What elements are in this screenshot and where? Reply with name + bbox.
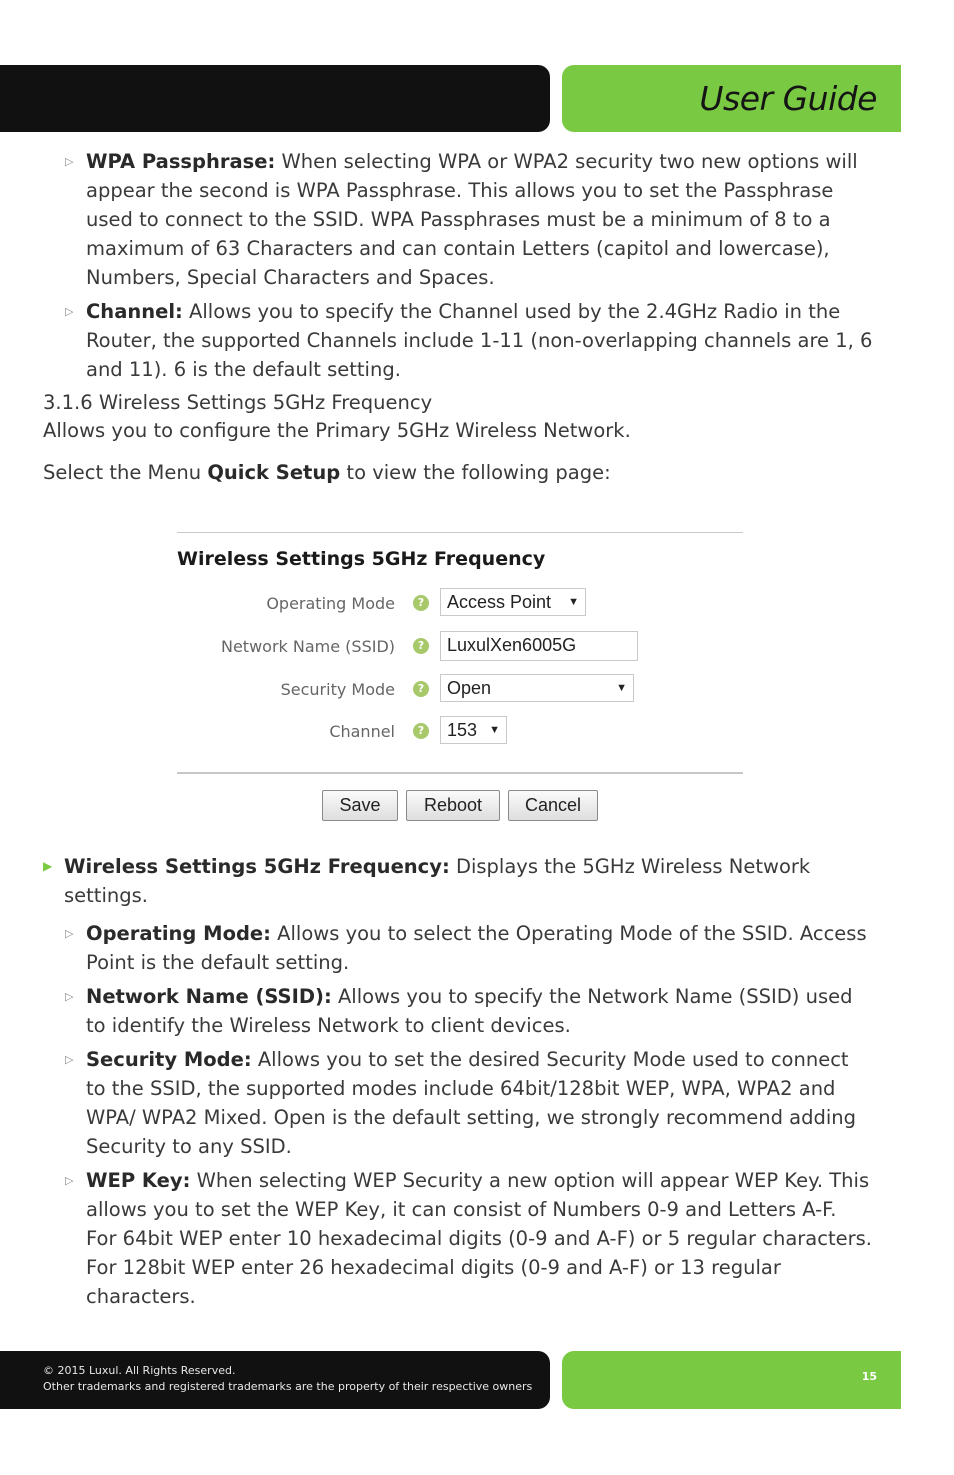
channel-label: Channel xyxy=(329,722,395,741)
document-body-lower xyxy=(43,852,873,1316)
header-bar-right xyxy=(562,65,901,132)
footer-bar-right xyxy=(562,1351,901,1409)
help-icon[interactable]: ? xyxy=(413,723,429,739)
bullet-term: Network Name (SSID): xyxy=(86,985,332,1008)
list-item xyxy=(43,147,873,292)
bullet-term: Operating Mode: xyxy=(86,922,271,945)
list-item xyxy=(43,919,873,977)
triangle-outline-icon: ▷ xyxy=(65,305,74,318)
divider xyxy=(177,772,743,774)
help-icon[interactable]: ? xyxy=(413,638,429,654)
bullet-term: WPA Passphrase: xyxy=(86,150,276,173)
page-title: User Guide xyxy=(699,79,877,118)
form-heading: Wireless Settings 5GHz Frequency xyxy=(177,548,546,570)
header-bar-left xyxy=(0,65,550,132)
bullet-term: Wireless Settings 5GHz Frequency: xyxy=(64,855,450,878)
triangle-outline-icon: ▷ xyxy=(65,927,74,940)
triangle-outline-icon: ▷ xyxy=(65,990,74,1003)
list-item xyxy=(43,1166,873,1311)
bullet-text: When selecting WPA or WPA2 security two new options will appear the second is WPA Passphrase. This allows you to set the Passphrase used to connect to the SSID. WPA Passphrases must be a minimum of 8 to a maximum of 63 Characters and can contain Letters (capitol and lowercase), Numbers, Special Characters and Spaces. xyxy=(86,150,858,289)
network-name-label: Network Name (SSID) xyxy=(220,637,395,656)
document-body xyxy=(43,147,873,501)
bullet-term: WEP Key: xyxy=(86,1169,191,1192)
bullet-term: Security Mode: xyxy=(86,1048,252,1071)
trademarks: Other trademarks and registered trademarks are the property of their respective owners xyxy=(43,1380,533,1393)
list-item xyxy=(43,1045,873,1161)
copyright: © 2015 Luxul. All Rights Reserved. xyxy=(43,1364,236,1377)
menu-name: Quick Setup xyxy=(207,461,341,484)
bullet-text: Allows you to specify the Channel used by the 2.4GHz Radio in the Router, the supported Channels include 1-11 (non-overlapping channels are 1, 6 and 11). 6 is the default setting. xyxy=(86,300,873,381)
security-mode-select[interactable]: Open ▼ xyxy=(440,674,634,702)
bullet-text: When selecting WEP Security a new option will appear WEP Key. This allows you to set the WEP Key, it can consist of Numbers 0-9 and Letters A-F. For 64bit WEP enter 10 hexadecimal digits (0-9 and A-F) or 5 regular characters. For 128bit WEP enter 26 hexadecimal digits (0-9 and A-F) or 13 regular characters. xyxy=(86,1169,872,1308)
list-item xyxy=(43,982,873,1040)
security-mode-label: Security Mode xyxy=(280,680,395,699)
bullet-text: Allows you to set the desired Security Mode used to connect to the SSID, the supported modes include 64bit/128bit WEP, WPA, WPA2 and WPA/ WPA2 Mixed. Open is the default setting, we strongly recommend adding Security to any SSID. xyxy=(86,1048,857,1158)
section-heading: 3.1.6 Wireless Settings 5GHz Frequency xyxy=(43,391,433,414)
triangle-outline-icon: ▷ xyxy=(65,1174,74,1187)
chevron-down-icon: ▼ xyxy=(489,724,500,736)
chevron-down-icon: ▼ xyxy=(568,596,579,608)
bullet-text: Displays the 5GHz Wireless Network settings. xyxy=(64,855,811,907)
select-menu-instruction: Select the Menu Quick Setup to view the following page: xyxy=(43,461,611,484)
cancel-button[interactable]: Cancel xyxy=(508,790,598,821)
footer-bar-left xyxy=(0,1351,550,1409)
footer-text xyxy=(43,1363,532,1395)
list-item xyxy=(43,852,873,910)
triangle-outline-icon: ▷ xyxy=(65,155,74,168)
network-name-input[interactable]: LuxulXen6005G xyxy=(440,631,638,661)
bullet-text: Allows you to select the Operating Mode of the SSID. Access Point is the default setting. xyxy=(86,922,867,974)
triangle-outline-icon: ▷ xyxy=(65,1053,74,1066)
help-icon[interactable]: ? xyxy=(413,681,429,697)
list-item xyxy=(43,297,873,384)
bullet-text: Allows you to specify the Network Name (SSID) used to identify the Wireless Network to client devices. xyxy=(86,985,853,1037)
operating-mode-label: Operating Mode xyxy=(266,594,395,613)
reboot-button[interactable]: Reboot xyxy=(406,790,500,821)
help-icon[interactable]: ? xyxy=(413,595,429,611)
section-intro: Allows you to configure the Primary 5GHz Wireless Network. xyxy=(43,419,631,442)
operating-mode-select[interactable]: Access Point ▼ xyxy=(440,588,586,616)
triangle-filled-icon: ▶ xyxy=(43,859,53,873)
bullet-term: Channel: xyxy=(86,300,183,323)
save-button[interactable]: Save xyxy=(322,790,398,821)
page-number: 15 xyxy=(861,1370,877,1383)
chevron-down-icon: ▼ xyxy=(616,682,627,694)
wireless-settings-screenshot xyxy=(177,532,743,828)
divider xyxy=(177,532,743,533)
channel-select[interactable]: 153 ▼ xyxy=(440,716,507,744)
